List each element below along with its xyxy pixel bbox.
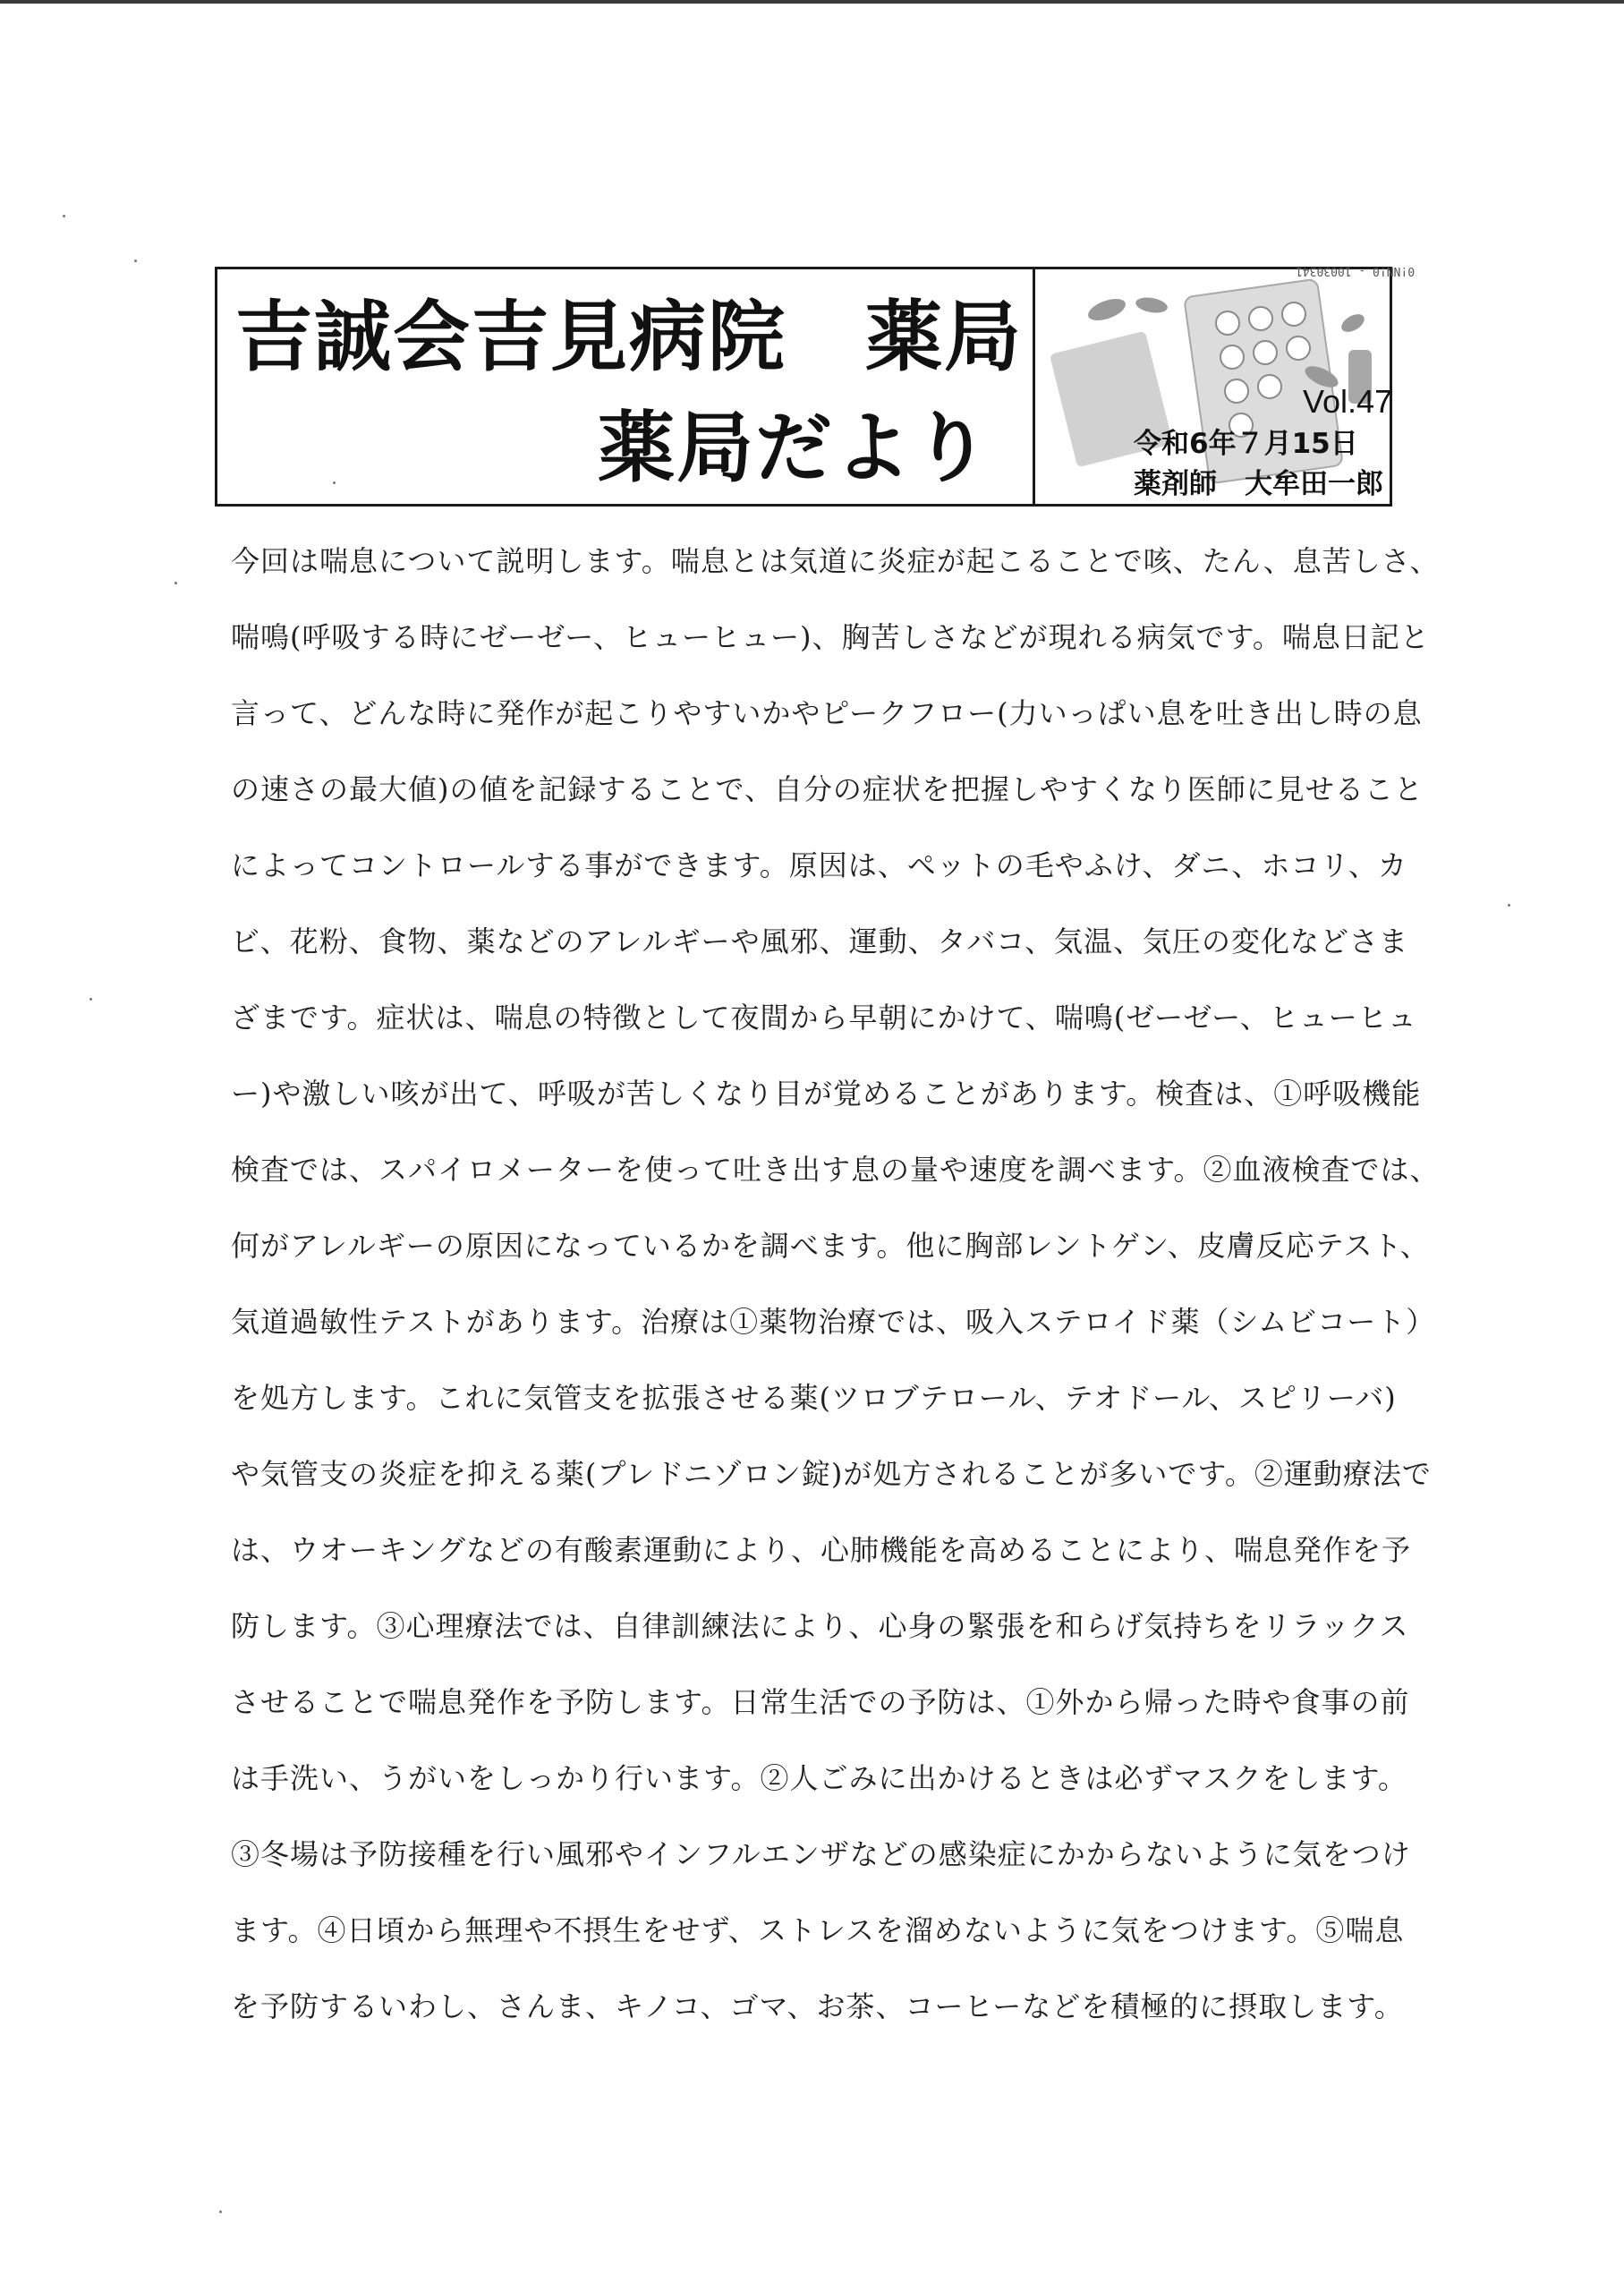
body-line: 言って、どんな時に発作が起こりやすいかやピークフロー(力いっぱい息を吐き出し時の息	[231, 696, 1423, 730]
body-line: ざまです。症状は、喘息の特徴として夜間から早朝にかけて、喘鳴(ゼーゼー、ヒューヒュ	[231, 1001, 1417, 1035]
scan-speck	[174, 582, 177, 584]
body-line: 何がアレルギーの原因になっているかを調べます。他に胸部レントゲン、皮膚反応テスト、	[231, 1229, 1430, 1263]
scan-speck	[333, 481, 336, 484]
body-line: によってコントロールする事ができます。原因は、ペットの毛やふけ、ダニ、ホコリ、カ	[231, 848, 1407, 882]
body-line: 気道過敏性テストがあります。治療は①薬物治療では、吸入ステロイド薬（シムビコート）	[231, 1305, 1436, 1339]
body-line: を予防するいわし、さんま、キノコ、ゴマ、お茶、コーヒーなどを積極的に摂取します。	[231, 1989, 1404, 2023]
body-line: 検査では、スパイロメーターを使って吐き出す息の量や速度を調べます。②血液検査では、	[231, 1153, 1440, 1187]
body-line: ビ、花粉、食物、薬などのアレルギーや風邪、運動、タバコ、気温、気圧の変化などさま	[231, 924, 1409, 958]
volume-number: Vol.47	[1303, 383, 1393, 420]
newsletter-header	[215, 264, 1416, 507]
scan-stamp: 0!NN!0 - 10030341	[1296, 264, 1416, 277]
scan-speck	[1508, 904, 1510, 907]
scan-speck	[219, 2210, 222, 2213]
body-line: の速さの最大値)の値を記録することで、自分の症状を把握しやすくなり医師に見せること	[231, 772, 1424, 806]
body-line: ます。④日頃から無理や不摂生をせず、ストレスを溜めないように気をつけます。⑤喘息	[231, 1913, 1405, 1947]
newsletter-title: 薬局だより	[598, 404, 991, 493]
scan-speck	[134, 260, 137, 262]
body-line: させることで喘息発作を予防します。日常生活での予防は、①外から帰った時や食事の前	[231, 1685, 1410, 1719]
article-body	[231, 524, 1440, 2045]
body-line: 防します。③心理療法では、自律訓練法により、心身の緊張を和らげ気持ちをリラックス	[231, 1609, 1409, 1643]
body-line: は、ウオーキングなどの有酸素運動により、心肺機能を高めることにより、喘息発作を予	[231, 1533, 1412, 1567]
body-line: を処方します。これに気管支を拡張させる薬(ツロブテロール、テオドール、スピリーバ)	[231, 1381, 1397, 1415]
body-line: ー)や激しい咳が出て、呼吸が苦しくなり目が覚めることがあります。検査は、①呼吸機能	[231, 1077, 1422, 1111]
body-line: 今回は喘息について説明します。喘息とは気道に炎症が起こることで咳、たん、息苦しさ、	[231, 544, 1440, 578]
scan-edge	[0, 0, 1624, 4]
body-line: や気管支の炎症を抑える薬(プレドニゾロン錠)が処方されることが多いです。②運動療法で	[231, 1457, 1432, 1491]
scan-speck	[63, 215, 65, 217]
body-line: 喘鳴(呼吸する時にゼーゼー、ヒューヒュー)、胸苦しさなどが現れる病気です。喘息日記と	[231, 620, 1430, 654]
issue-date: 令和6年７月15日	[1134, 428, 1358, 460]
scan-speck	[89, 998, 92, 1001]
pharmacist-name: 薬剤師 大牟田一郎	[1134, 468, 1383, 500]
body-line: は手洗い、うがいをしっかり行います。②人ごみに出かけるときは必ずマスクをします。	[231, 1761, 1407, 1795]
hospital-pharmacy-title: 吉誠会吉見病院 薬局	[235, 293, 1023, 382]
body-line: ③冬場は予防接種を行い風邪やインフルエンザなどの感染症にかからないように気をつけ	[231, 1837, 1411, 1871]
